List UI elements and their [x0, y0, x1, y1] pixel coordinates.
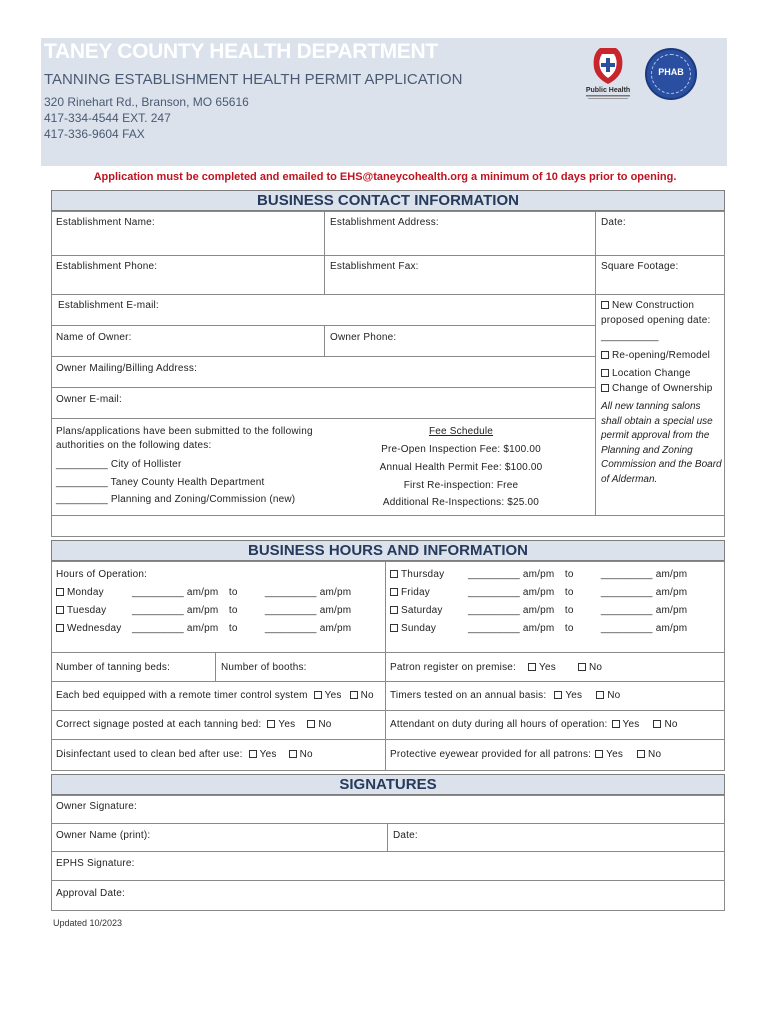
day-option[interactable]: Sunday	[390, 623, 468, 634]
am-pm-label: am/pm	[186, 605, 219, 616]
checkbox-icon[interactable]	[601, 369, 609, 377]
checkbox-icon[interactable]	[390, 588, 398, 596]
owner-address-label: Owner Mailing/Billing Address:	[56, 363, 198, 374]
logo1-text: Public Health	[585, 87, 631, 94]
establishment-phone-label: Establishment Phone:	[56, 261, 158, 272]
authority-health-dept: _________ Taney County Health Department	[56, 477, 265, 488]
no-option[interactable]: No	[653, 719, 677, 730]
day-option[interactable]: Wednesday	[56, 623, 132, 634]
ephs-signature-field[interactable]	[51, 851, 725, 881]
timer-question: Each bed equipped with a remote timer control system Yes No	[56, 690, 374, 701]
day-row	[390, 623, 687, 634]
no-option[interactable]: No	[289, 749, 313, 760]
day-option[interactable]: Monday	[56, 587, 132, 598]
section-signatures: SIGNATURES	[51, 774, 725, 795]
fee-annual: Annual Health Permit Fee: $100.00	[379, 462, 543, 473]
checkbox-icon[interactable]	[612, 720, 620, 728]
checkbox-icon[interactable]	[289, 750, 297, 758]
checkbox-icon[interactable]	[56, 606, 64, 614]
plans-text-line2: authorities on the following dates:	[56, 440, 212, 451]
day-option[interactable]: Tuesday	[56, 605, 132, 616]
checkbox-icon[interactable]	[390, 606, 398, 614]
yes-option[interactable]: Yes	[314, 690, 342, 701]
owner-name-print-label: Owner Name (print):	[56, 830, 151, 841]
checkbox-icon[interactable]	[390, 624, 398, 632]
no-option[interactable]: No	[307, 719, 331, 730]
open-time-blank[interactable]: _________	[468, 623, 520, 634]
day-option[interactable]: Friday	[390, 587, 468, 598]
owner-signature-label: Owner Signature:	[56, 801, 138, 812]
patron-register-question: Patron register on premise: Yes No	[390, 662, 603, 673]
ownership-change-option[interactable]: Change of Ownership	[601, 383, 713, 394]
approval-date-field[interactable]	[51, 880, 725, 911]
am-pm-label: am/pm	[522, 587, 555, 598]
authority-hollister: _________ City of Hollister	[56, 459, 182, 470]
no-option[interactable]: No	[350, 690, 374, 701]
checkbox-icon[interactable]	[596, 691, 604, 699]
day-row	[56, 587, 351, 598]
no-option[interactable]: No	[578, 662, 602, 673]
day-option[interactable]: Thursday	[390, 569, 468, 580]
yes-option[interactable]: Yes	[249, 749, 277, 760]
no-option[interactable]: No	[637, 749, 661, 760]
reopening-option[interactable]: Re-opening/Remodel	[601, 350, 710, 361]
yes-option[interactable]: Yes	[595, 749, 623, 760]
close-time-blank[interactable]: _________	[264, 605, 317, 616]
logo2-text: PHAB	[658, 67, 684, 77]
eyewear-question: Protective eyewear provided for all patrons: Yes No	[390, 749, 662, 760]
booths-label: Number of booths:	[221, 662, 307, 673]
yes-option[interactable]: Yes	[612, 719, 640, 730]
am-pm-label: am/pm	[522, 605, 555, 616]
tanning-beds-label: Number of tanning beds:	[56, 662, 171, 673]
updated-date: Updated 10/2023	[53, 918, 123, 928]
to-label: to	[564, 623, 574, 634]
owner-signature-field[interactable]	[51, 795, 725, 824]
close-time-blank[interactable]: _________	[600, 623, 653, 634]
checkbox-icon[interactable]	[595, 750, 603, 758]
section-business-contact: BUSINESS CONTACT INFORMATION	[51, 190, 725, 211]
proposed-opening-label: proposed opening date:	[601, 315, 711, 326]
fee-schedule-title: Fee Schedule	[428, 426, 494, 437]
establishment-email-label: Establishment E-mail:	[58, 300, 159, 311]
am-pm-label: am/pm	[186, 587, 219, 598]
checkbox-icon[interactable]	[637, 750, 645, 758]
authority-planning: _________ Planning and Zoning/Commission (new)	[56, 494, 296, 505]
day-row	[56, 623, 351, 634]
new-construction-option[interactable]: New Construction	[601, 300, 694, 311]
am-pm-label: am/pm	[186, 623, 219, 634]
fee-additional-reinspection: Additional Re-Inspections: $25.00	[382, 497, 540, 508]
am-pm-label: am/pm	[319, 587, 352, 598]
open-time-blank[interactable]: _________	[468, 569, 520, 580]
department-fax: 417-336-9604 FAX	[44, 127, 145, 141]
contact-spacer-row	[51, 515, 725, 537]
public-health-logo	[580, 46, 636, 104]
day-row	[56, 605, 351, 616]
to-label: to	[564, 569, 574, 580]
close-time-blank[interactable]: _________	[600, 569, 653, 580]
day-row	[390, 587, 687, 598]
day-option[interactable]: Saturday	[390, 605, 468, 616]
attendant-question: Attendant on duty during all hours of operation: Yes No	[390, 719, 678, 730]
checkbox-icon[interactable]	[350, 691, 358, 699]
am-pm-label: am/pm	[522, 569, 555, 580]
close-time-blank[interactable]: _________	[264, 623, 317, 634]
open-time-blank[interactable]: _________	[468, 587, 520, 598]
to-label: to	[564, 587, 574, 598]
owner-email-field[interactable]	[51, 387, 596, 419]
department-address: 320 Rinehart Rd., Branson, MO 65616	[44, 95, 249, 109]
proposed-opening-blank: __________	[601, 331, 659, 342]
checkbox-icon[interactable]	[267, 720, 275, 728]
to-label: to	[228, 605, 238, 616]
day-row	[390, 569, 687, 580]
section-business-hours: BUSINESS HOURS AND INFORMATION	[51, 540, 725, 561]
fee-pre-open: Pre-Open Inspection Fee: $100.00	[381, 444, 541, 455]
submission-notice: Application must be completed and emailed to EHS@taneycohealth.org a minimum of 10 days prior to opening.	[93, 171, 677, 183]
checkbox-icon[interactable]	[601, 351, 609, 359]
checkbox-icon[interactable]	[528, 663, 536, 671]
am-pm-label: am/pm	[319, 605, 352, 616]
owner-email-label: Owner E-mail:	[56, 394, 122, 405]
location-change-option[interactable]: Location Change	[601, 368, 691, 379]
am-pm-label: am/pm	[655, 623, 688, 634]
approval-date-label: Approval Date:	[56, 888, 125, 899]
disinfectant-question: Disinfectant used to clean bed after use: Yes No	[56, 749, 313, 760]
open-time-blank[interactable]: _________	[132, 587, 184, 598]
fee-first-reinspection: First Re-inspection: Free	[403, 480, 519, 491]
yes-option[interactable]: Yes	[554, 690, 582, 701]
application-title: TANNING ESTABLISHMENT HEALTH PERMIT APPLICATION	[44, 71, 463, 88]
date-label: Date:	[601, 217, 626, 228]
phab-logo	[645, 48, 697, 100]
checkbox-icon[interactable]	[653, 720, 661, 728]
am-pm-label: am/pm	[655, 605, 688, 616]
special-use-note: All new tanning salons shall obtain a special use permit approval from the Planning and Zoning Commission and the Board of Alderman.	[601, 401, 722, 485]
checkbox-icon[interactable]	[390, 570, 398, 578]
department-title: TANEY COUNTY HEALTH DEPARTMENT	[44, 40, 438, 63]
to-label: to	[564, 605, 574, 616]
checkbox-icon[interactable]	[601, 384, 609, 392]
checkbox-icon[interactable]	[578, 663, 586, 671]
square-footage-label: Square Footage:	[601, 261, 679, 272]
yes-option[interactable]: Yes	[528, 662, 556, 673]
owner-name-label: Name of Owner:	[56, 332, 132, 343]
establishment-address-label: Establishment Address:	[330, 217, 439, 228]
open-time-blank[interactable]: _________	[468, 605, 520, 616]
to-label: to	[228, 587, 238, 598]
hours-of-operation-label: Hours of Operation:	[56, 569, 148, 580]
checkbox-icon[interactable]	[307, 720, 315, 728]
plans-text-line1: Plans/applications have been submitted to the following	[56, 426, 313, 437]
am-pm-label: am/pm	[655, 569, 688, 580]
checkbox-icon[interactable]	[554, 691, 562, 699]
am-pm-label: am/pm	[522, 623, 555, 634]
department-phone: 417-334-4544 EXT. 247	[44, 111, 171, 125]
day-row	[390, 605, 687, 616]
close-time-blank[interactable]: _________	[600, 605, 653, 616]
timers-tested-question: Timers tested on an annual basis: Yes No	[390, 690, 621, 701]
open-time-blank[interactable]: _________	[132, 623, 184, 634]
to-label: to	[228, 623, 238, 634]
checkbox-icon[interactable]	[314, 691, 322, 699]
owner-phone-label: Owner Phone:	[330, 332, 397, 343]
checkbox-icon[interactable]	[56, 624, 64, 632]
checkbox-icon[interactable]	[601, 301, 609, 309]
open-time-blank[interactable]: _________	[132, 605, 184, 616]
checkbox-icon[interactable]	[249, 750, 257, 758]
signage-question: Correct signage posted at each tanning bed: Yes No	[56, 719, 332, 730]
am-pm-label: am/pm	[655, 587, 688, 598]
signature-date-label: Date:	[393, 830, 418, 841]
am-pm-label: am/pm	[319, 623, 352, 634]
checkbox-icon[interactable]	[56, 588, 64, 596]
close-time-blank[interactable]: _________	[600, 587, 653, 598]
establishment-fax-label: Establishment Fax:	[330, 261, 419, 272]
no-option[interactable]: No	[596, 690, 620, 701]
signature-date-field[interactable]	[387, 823, 725, 852]
establishment-name-label: Establishment Name:	[56, 217, 155, 228]
close-time-blank[interactable]: _________	[264, 587, 317, 598]
yes-option[interactable]: Yes	[267, 719, 295, 730]
ephs-signature-label: EPHS Signature:	[56, 858, 135, 869]
